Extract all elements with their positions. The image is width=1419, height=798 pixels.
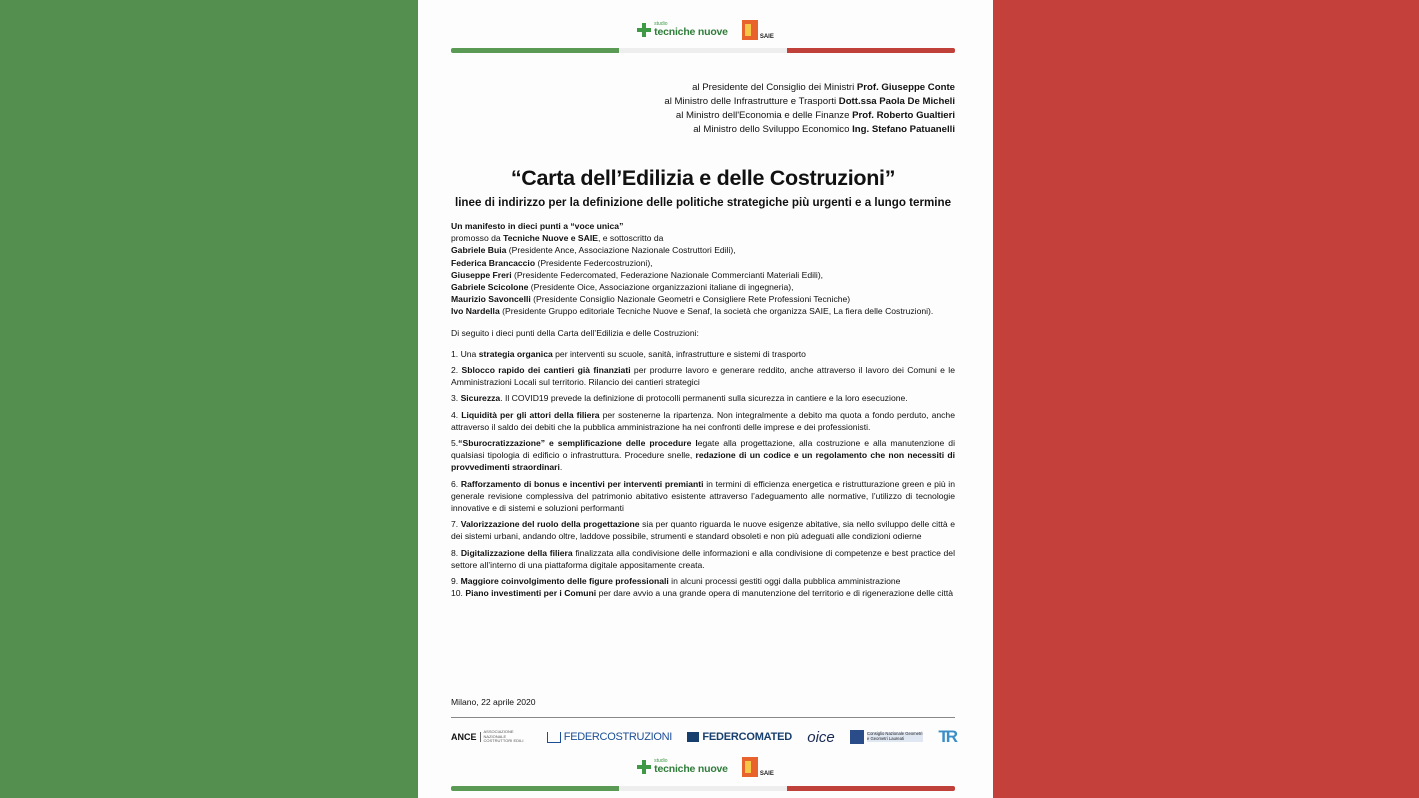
tecniche-nuove-logo <box>637 22 728 38</box>
signatory: Federica Brancaccio (Presidente Federcostruzioni), <box>451 257 653 268</box>
promoted-line: promosso da Tecniche Nuove e SAIE, e sottoscritto da <box>451 233 664 244</box>
addressee-line: al Presidente del Consiglio dei Ministri Prof. Giuseppe Conte <box>692 82 955 93</box>
saie-logo <box>742 757 774 777</box>
signatory: Giuseppe Freri (Presidente Federcomated, Federazione Nazionale Commercianti Materiali Edili), <box>451 269 824 280</box>
tricolor-rule-bottom <box>451 786 955 791</box>
tecniche-nuove-label: tecniche nuove <box>654 26 728 39</box>
point-item: 10. Piano investimenti per i Comuni per dare avvio a una grande opera di manutenzione del territorio e di rigenerazione delle città <box>451 588 954 599</box>
point-item: 8. Digitalizzazione della filiera finalizzata alla condivisione delle informazioni e alla condivisione di competenze e best practice del settore all’interno di una piattaforma digitale appositamente creata. <box>451 547 955 570</box>
point-item: 4. Liquidità per gli attori della filiera per sostenerne la ripartenza. Non integralmente a debito ma quota a fondo perduto, anche attraverso il saldo dei debiti che la pubblica amministrazione ha nei confronti delle imprese e dei professionisti. <box>451 409 955 432</box>
point-item: 6. Rafforzamento di bonus e incentivi per interventi premianti in termini di efficienza energetica e ristrutturazione green e più in generale revisione complessiva del patrimonio abitativo esistente attraverso l’adeguamento alle normative, l’utilizzo di tecnologie innovative e di sistemi e soluzioni performanti <box>451 478 955 514</box>
federcomated-logo: FEDERCOMATED <box>687 731 792 743</box>
addressee-line: al Ministro delle Infrastrutture e Trasporti Dott.ssa Paola De Micheli <box>664 96 955 108</box>
header-logos <box>418 20 993 40</box>
signatory: Gabriele Buia (Presidente Ance, Associazione Nazionale Costruttori Edili), <box>451 245 736 256</box>
partner-logos <box>451 725 955 749</box>
green-cross-icon <box>637 760 651 774</box>
federcostruzioni-mark-icon <box>547 732 561 743</box>
document-subtitle: linee di indirizzo per la definizione delle politiche strategiche più urgenti e a lungo termine <box>454 196 952 209</box>
point-item: 5.“Sburocratizzazione” e semplificazione delle procedure legate alla progettazione, alla costruzione e alla manutenzione di qualsiasi tipologia di edificio o infrastruttura. Procedure snelle, redazione di un codice e un regolamento che non necessiti di provvedimenti straordinari. <box>451 438 955 473</box>
geometri-mark-icon <box>850 730 864 744</box>
saie-logo <box>742 20 774 40</box>
tricolor-rule-top <box>451 48 955 53</box>
saie-label: SAIE <box>759 34 774 40</box>
intro-heading: Un manifesto in dieci punti a “voce unica” <box>451 221 624 231</box>
tr-logo: TR <box>938 727 955 746</box>
signatory: Ivo Nardella (Presidente Gruppo editoriale Tecniche Nuove e Senaf, la società che organizza SAIE, La fiera delle Costruzioni). <box>451 306 934 317</box>
document-title: “Carta dell’Edilizia e delle Costruzioni” <box>510 166 896 190</box>
point-item: 9. Maggiore coinvolgimento delle figure professionali in alcuni processi gestiti oggi dalla pubblica amministrazione <box>451 576 901 587</box>
document-body <box>451 220 955 599</box>
red-flag-band <box>993 0 1419 798</box>
point-item: 2. Sblocco rapido dei cantieri già finanziati per produrre lavoro e generare reddito, anche attraverso il lavoro dei Comuni e le Amministrazioni Locali sul territorio. Rilancio dei cantieri strategici <box>451 365 955 388</box>
federcomated-mark-icon <box>687 732 699 742</box>
footer-divider <box>451 717 955 718</box>
saie-mark-icon <box>742 20 758 40</box>
saie-label: SAIE <box>759 771 774 777</box>
geometri-logo: Consiglio Nazionale Geometri e Geometri Laureati <box>850 730 923 744</box>
ance-logo: ANCE ASSOCIAZIONE NAZIONALE COSTRUTTORI EDILI <box>451 729 524 744</box>
green-cross-icon <box>637 23 651 37</box>
point-item: 7. Valorizzazione del ruolo della progettazione sia per quanto riguarda le nuove esigenze abitative, sia nello sviluppo delle città e dei sistemi urbani, andando oltre, laddove possibile, strumenti e standard obsoleti e non più adeguati alle condizioni odierne <box>451 519 955 542</box>
saie-mark-icon <box>742 757 758 777</box>
document-page <box>418 0 993 798</box>
lead-in: Di seguito i dieci punti della Carta dell’Edilizia e delle Costruzioni: <box>451 327 699 338</box>
document-date: Milano, 22 aprile 2020 <box>451 697 536 707</box>
green-flag-band <box>0 0 418 798</box>
tecniche-nuove-small-label: studio <box>654 21 668 28</box>
tecniche-nuove-label: tecniche nuove <box>654 763 728 776</box>
point-item: 3. Sicurezza. Il COVID19 prevede la definizione di protocolli permanenti sulla sicurezza in cantiere e la loro esecuzione. <box>451 393 908 404</box>
footer-logos <box>418 757 993 777</box>
signatory: Gabriele Scicolone (Presidente Oice, Associazione organizzazioni italiane di ingegneria), <box>451 282 794 293</box>
addressee-line: al Ministro dello Sviluppo Economico Ing. Stefano Patuanelli <box>693 124 955 136</box>
tecniche-nuove-small-label: studio <box>654 758 668 765</box>
point-item: 1. Una strategia organica per interventi su scuole, sanità, infrastrutture e sistemi di trasporto <box>451 348 806 359</box>
signatory: Maurizio Savoncelli (Presidente Consiglio Nazionale Geometri e Consigliere Rete Professioni Tecniche) <box>451 294 851 305</box>
addressees-block <box>664 81 955 137</box>
tecniche-nuove-logo <box>637 759 728 775</box>
oice-logo: oice <box>807 728 835 746</box>
federcostruzioni-logo: FEDERCOSTRUZIONI <box>547 731 672 743</box>
addressee-line: al Ministro dell'Economia e delle Finanze Prof. Roberto Gualtieri <box>675 110 955 122</box>
